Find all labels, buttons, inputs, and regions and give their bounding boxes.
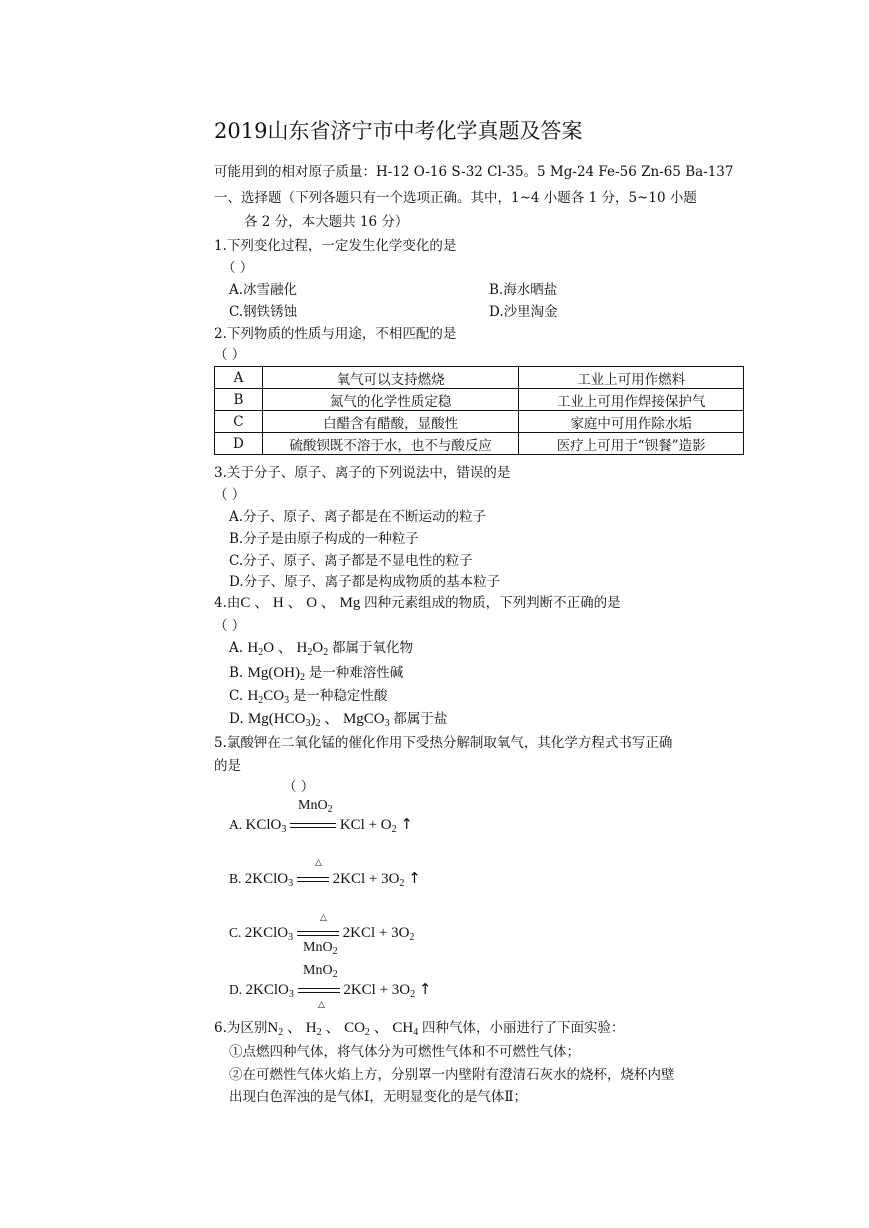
q4-paren: （ ）	[214, 618, 246, 634]
q4-option-d: D. $Mg(HCO_3)_2$ 、 MgCO$_3$ 都属于盐	[229, 711, 448, 729]
exam-page: 2019山东省济宁市中考化学真题及答案 可能用到的相对原子质量：H-12 O-16 S-32 Cl-35。5 Mg-24 Fe-56 Zn-65 Ba-137 一、选择题（下列各题只有一个选项正确。其中，1~4 小题各 1 分，5~10 小题 各 2 分，本大题共 16 分） 1.下列变化过程，一定发生化学变化的是 （ ） A.冰雪融化 B.海水晒盐 C.钢铁锈蚀 D.沙里淘金 2.下列物质的性质与用途，不相匹配的是 （ ） A 氧气可以支持燃烧 工业上可用作燃料 B 氮气的化学性质定稳 工业上可用作焊接保护气 C 白醋含有醋酸，显酸性 家庭中可用作除水垢 D 硫酸钡既不溶于水，也不与酸反应 医疗上可用于“钡餐”造影 3.关于分子、原子、离子的下列说法中，错误的是 （ ） A.分子、原子、离子都是在不断运动的粒子 B.分子是由原子构成的一种粒子 C.分子、原子、离子都是不显电性的粒子 D.分子、原子、离子都是构成物质的基本粒子 4.由C 、 H 、 O 、 Mg 四种元素组成的物质，下列判断不正确的是 （ ） A. $H_2O$ 、 $H_2O_2$ 都属于氧化物 B. $Mg(OH)_2$ 是一种难溶性碱 C. $H_2CO_3$ 是一种稳定性酸 D. $Mg(HCO_3)_2$ 、 MgCO$_3$ 都属于盐 5.氯酸钾在二氧化锰的催化作用下受热分解制取氧气，其化学方程式书写正确 的是 （ ） MnO$_2$ A. KClO$_3$ KCl + $O_2$ ↑ △ B. 2KClO$_3$ $2KCl + 3O_2$ ↑ △ C. 2KClO$_3$ $2KCl + 3O_2$ MnO$_2$ MnO$_2$ D. 2KClO$_3$ $2KCl + 3O_2$ ↑ △ 6.为区别$N_2$ 、 $H_2$ 、 $CO_2$ 、 $CH_4$ 四种气体，小丽进行了下面实验： ①点燃四种气体，将气体分为可燃性气体和不可燃性气体； ②在可燃性气体火焰上方，分别罩一内壁附有澄清石灰水的烧杯，烧杯内壁 出现白色浑浊的是气体Ⅰ，无明显变化的是气体Ⅱ；	[0, 0, 869, 1228]
q4-elements: C 、 H 、 O 、 Mg	[240, 595, 365, 611]
page-title: 2019山东省济宁市中考化学真题及答案	[214, 119, 583, 143]
q1-stem: 1.下列变化过程，一定发生化学变化的是	[214, 238, 457, 254]
q3-paren: （ ）	[214, 487, 246, 503]
q4-option-b: B. $Mg(OH)_2$ 是一种难溶性碱	[229, 665, 404, 683]
table-row	[215, 411, 744, 433]
q3-option-b: B.分子是由原子构成的一种粒子	[229, 531, 419, 547]
table-row	[215, 367, 744, 389]
row-label: D	[215, 433, 263, 455]
row-property: 氧气可以支持燃烧	[262, 367, 518, 389]
q6-stem: 6.为区别$N_2$ 、 $H_2$ 、 $CO_2$ 、 $CH_4$ 四种气体，小丽进行了下面实验：	[214, 1020, 625, 1038]
q3-stem: 3.关于分子、原子、离子的下列说法中，错误的是	[214, 465, 511, 481]
q4-stem-pre: 4.由	[214, 595, 241, 611]
row-use: 医疗上可用于“钡餐”造影	[519, 433, 744, 455]
q4-stem	[214, 593, 621, 613]
row-label: B	[215, 389, 263, 411]
q4-option-c: C. $H_2CO_3$ 是一种稳定性酸	[229, 688, 388, 706]
q1-option-d: D.沙里淘金	[489, 304, 558, 320]
q3-option-d: D.分子、原子、离子都是构成物质的基本粒子	[229, 574, 501, 590]
q1-paren: （ ）	[222, 260, 254, 276]
q1-option-c: C.钢铁锈蚀	[229, 304, 298, 320]
table-row	[215, 389, 744, 411]
row-use: 工业上可用作焊接保护气	[519, 389, 744, 411]
row-property: 硫酸钡既不溶于水，也不与酸反应	[262, 433, 518, 455]
q3-option-a: A.分子、原子、离子都是在不断运动的粒子	[229, 509, 487, 525]
q6-step2-line2: 出现白色浑浊的是气体Ⅰ，无明显变化的是气体Ⅱ；	[229, 1089, 528, 1105]
table-row	[215, 433, 744, 455]
q6-step1: ①点燃四种气体，将气体分为可燃性气体和不可燃性气体；	[229, 1044, 580, 1060]
atomic-masses: 可能用到的相对原子质量：H-12 O-16 S-32 Cl-35。5 Mg-24 Fe-56 Zn-65 Ba-137	[214, 164, 734, 180]
section-heading-line2: 各 2 分，本大题共 16 分）	[244, 214, 409, 230]
row-label: C	[215, 411, 263, 433]
q2-table	[214, 366, 744, 455]
row-label: A	[215, 367, 263, 389]
q6-step2-line1: ②在可燃性气体火焰上方，分别罩一内壁附有澄清石灰水的烧杯，烧杯内壁	[229, 1067, 675, 1083]
q4-option-a: A. $H_2O$ 、 $H_2O_2$ 都属于氧化物	[229, 640, 413, 658]
row-use: 工业上可用作燃料	[519, 367, 744, 389]
row-property: 白醋含有醋酸，显酸性	[262, 411, 518, 433]
q1-option-a: A.冰雪融化	[229, 282, 298, 298]
row-use: 家庭中可用作除水垢	[519, 411, 744, 433]
q1-option-b: B.海水晒盐	[489, 282, 558, 298]
q2-paren: （ ）	[214, 347, 246, 363]
section-heading-line1: 一、选择题（下列各题只有一个选项正确。其中，1~4 小题各 1 分，5~10 小题	[214, 190, 697, 206]
q5-stem-line2: 的是	[214, 758, 241, 774]
q3-option-c: C.分子、原子、离子都是不显电性的粒子	[229, 553, 473, 569]
q5-paren: （ ）	[283, 779, 315, 795]
q5-stem-line1: 5.氯酸钾在二氧化锰的催化作用下受热分解制取氧气，其化学方程式书写正确	[214, 735, 673, 751]
row-property: 氮气的化学性质定稳	[262, 389, 518, 411]
q4-stem-post: 四种元素组成的物质，下列判断不正确的是	[364, 595, 621, 611]
q2-stem: 2.下列物质的性质与用途，不相匹配的是	[214, 326, 457, 342]
